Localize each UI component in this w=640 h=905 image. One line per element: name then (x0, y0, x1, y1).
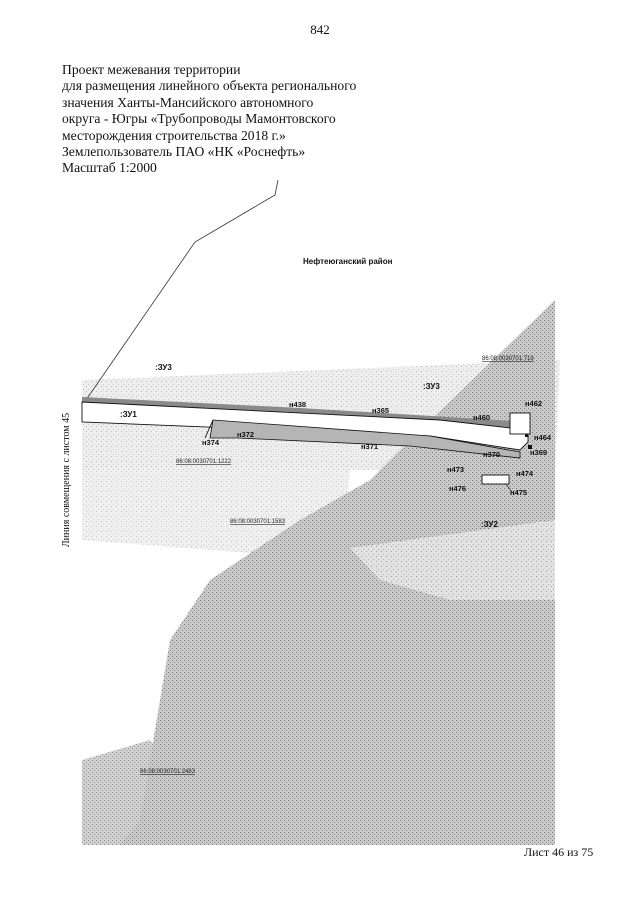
parcel-zu3-square (510, 413, 530, 434)
cadastral-number: 86:08:0030701:719 (482, 356, 534, 362)
title-line: округа - Югры «Трубопроводы Мамонтовского (62, 111, 336, 127)
parcel-zu2 (482, 475, 509, 484)
zone-label-zu1: :ЗУ1 (120, 410, 137, 419)
point-label: н473 (447, 465, 465, 474)
point-marker (525, 434, 528, 437)
cadastral-number: 86:08:0030701:2483 (140, 769, 196, 775)
point-label: н369 (530, 448, 548, 457)
point-label: н372 (237, 430, 255, 439)
scale-label: Масштаб 1:2000 (62, 160, 157, 176)
zone-label-zu3-right: :ЗУ3 (423, 382, 440, 391)
point-label: н460 (473, 413, 491, 422)
road-line (86, 180, 278, 400)
page-number: 842 (310, 22, 330, 37)
point-label: н371 (361, 442, 379, 451)
point-label: н462 (525, 399, 543, 408)
point-label: н370 (483, 450, 501, 459)
cadastral-number: 86:08:0030701:1222 (176, 459, 232, 465)
title-line: месторождения строительства 2018 г.» (62, 127, 286, 143)
zone-label-zu2: :ЗУ2 (481, 520, 498, 529)
point-label: н374 (202, 438, 220, 447)
title-line: для размещения линейного объекта регионального (62, 78, 357, 94)
title-line: Проект межевания территории (62, 62, 241, 77)
title-line: значения Ханты-Мансийского автономного (62, 94, 314, 110)
district-label: Нефтеюганский район (303, 257, 393, 266)
zone-label-zu3-left: :ЗУ3 (155, 363, 172, 372)
point-label: н475 (510, 488, 528, 497)
point-label: н464 (534, 433, 552, 442)
cadastral-number: 86:08:0030701:1583 (230, 519, 286, 525)
point-label: н474 (516, 469, 534, 478)
sheet-number: Лист 46 из 75 (524, 845, 594, 859)
title-line: Землепользователь ПАО «НК «Роснефть» (62, 144, 306, 160)
point-label: н438 (289, 400, 307, 409)
point-label: н476 (449, 484, 467, 493)
matching-line-label: Линия совмещения с листом 45 (61, 412, 72, 548)
point-label: н365 (372, 406, 390, 415)
